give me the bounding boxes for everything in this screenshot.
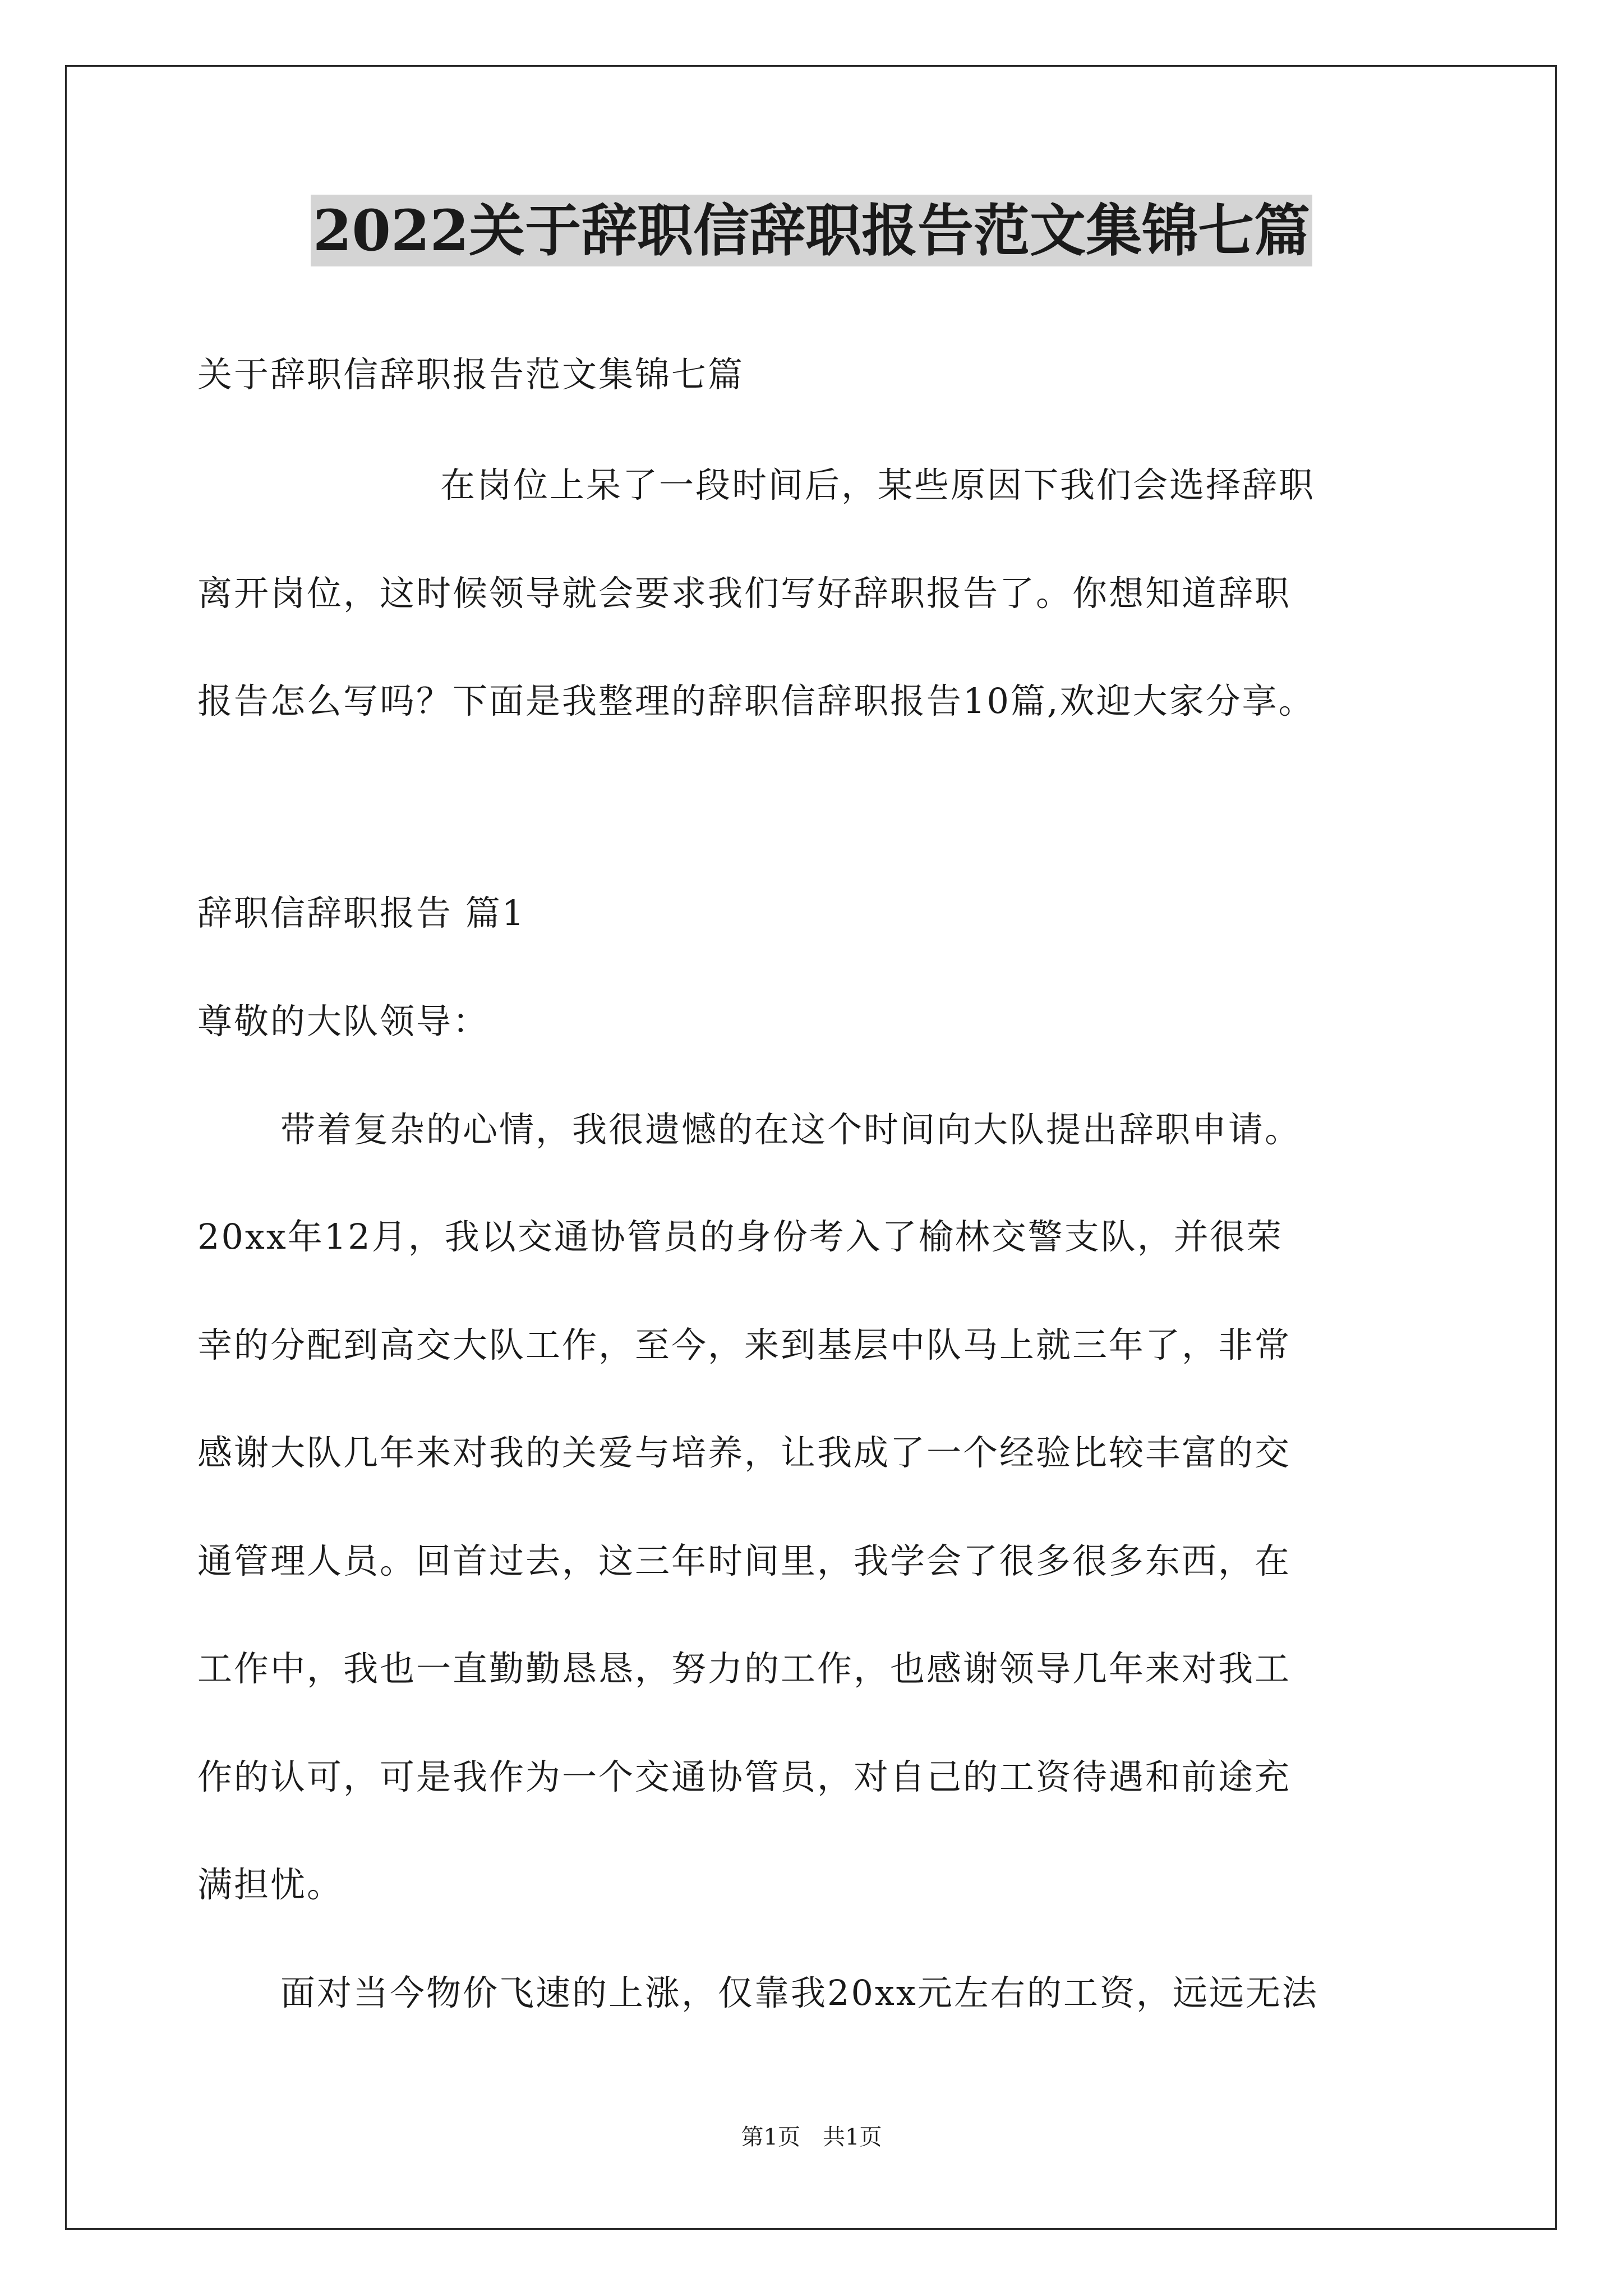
page-total: 共1页 bbox=[823, 2124, 882, 2150]
paragraph-line: 工作中，我也一直勤勤恳恳，努力的工作，也感谢领导几年来对我工 bbox=[197, 1648, 1292, 1689]
intro-line: 在岗位上呆了一段时间后，某些原因下我们会选择辞职 bbox=[440, 464, 1316, 505]
intro-line: 报告怎么写吗？下面是我整理的辞职信辞职报告10篇,欢迎大家分享。 bbox=[197, 680, 1315, 721]
document-title bbox=[0, 195, 1623, 266]
salutation: 尊敬的大队领导： bbox=[197, 1001, 490, 1042]
intro-line: 离开岗位，这时候领导就会要求我们写好辞职报告了。你想知道辞职 bbox=[197, 573, 1292, 614]
document-subtitle: 关于辞职信辞职报告范文集锦七篇 bbox=[197, 354, 745, 395]
paragraph-line: 满担忧。 bbox=[197, 1864, 344, 1905]
section-heading: 辞职信辞职报告 篇1 bbox=[197, 892, 526, 933]
paragraph-line: 感谢大队几年来对我的关爱与培养，让我成了一个经验比较丰富的交 bbox=[197, 1432, 1292, 1473]
page-footer bbox=[0, 2124, 1623, 2151]
paragraph-line: 带着复杂的心情，我很遗憾的在这个时间向大队提出辞职申请。 bbox=[280, 1109, 1302, 1150]
paragraph-line: 幸的分配到高交大队工作，至今，来到基层中队马上就三年了，非常 bbox=[197, 1324, 1292, 1365]
document-title-text: 2022关于辞职信辞职报告范文集锦七篇 bbox=[311, 195, 1312, 266]
page-number: 第1页 bbox=[741, 2124, 800, 2150]
paragraph-line: 面对当今物价飞速的上涨，仅靠我20xx元左右的工资，远远无法 bbox=[280, 1972, 1318, 2013]
paragraph-line: 20xx年12月，我以交通协管员的身份考入了榆林交警支队，并很荣 bbox=[197, 1216, 1283, 1257]
paragraph-line: 作的认可，可是我作为一个交通协管员，对自己的工资待遇和前途充 bbox=[197, 1756, 1292, 1797]
paragraph-line: 通管理人员。回首过去，这三年时间里，我学会了很多很多东西，在 bbox=[197, 1540, 1292, 1581]
